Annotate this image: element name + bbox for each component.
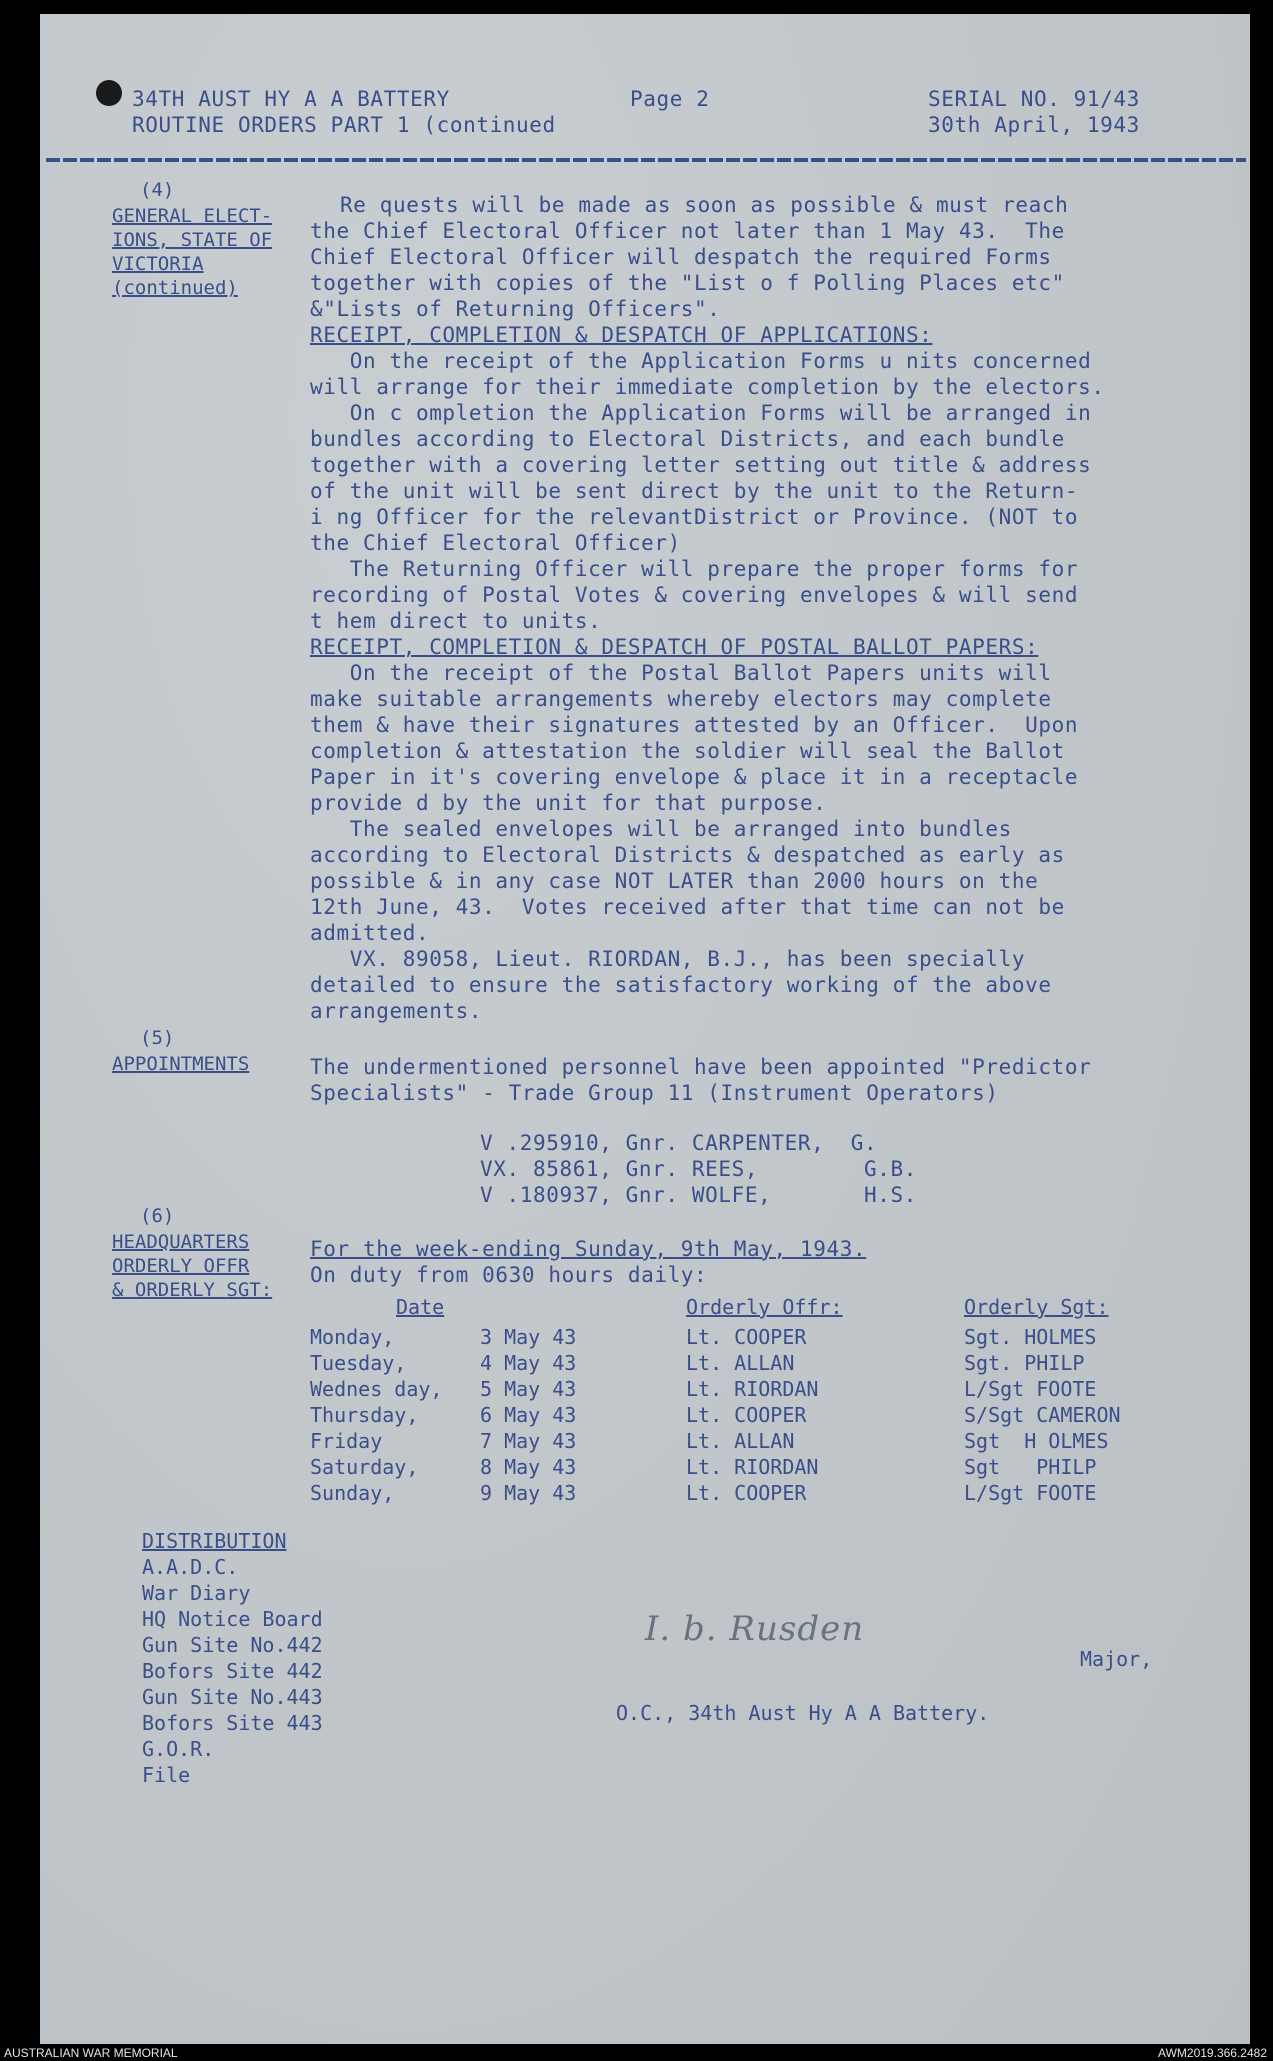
section6-heading-2: ORDERLY OFFR [112, 1255, 250, 1277]
roster-day: Monday, [310, 1325, 395, 1349]
distribution-item: G.O.R. [142, 1737, 215, 1761]
section5-line: Specialists" - Trade Group 11 (Instrument Operators) [310, 1081, 999, 1105]
section4-line: make suitable arrangements whereby electors may complete [310, 687, 1052, 711]
roster-date: 7 May 43 [480, 1429, 577, 1453]
section4-line: them & have their signatures attested by an Officer. Upon [310, 713, 1079, 737]
section4-line: Chief Electoral Officer will despatch the required Forms [310, 245, 1052, 269]
section5-number: (5) [140, 1027, 175, 1049]
distribution-heading: DISTRIBUTION [142, 1529, 287, 1553]
header-unit: 34TH AUST HY A A BATTERY [132, 87, 450, 111]
distribution-item: Bofors Site 442 [142, 1659, 323, 1683]
section4-line: VX. 89058, Lieut. RIORDAN, B.J., has been specially [310, 947, 1026, 971]
roster-orderly-sgt: Sgt PHILP [964, 1455, 1097, 1479]
roster-orderly-sgt: L/Sgt FOOTE [964, 1377, 1097, 1401]
col-header-orderly-sgt: Orderly Sgt: [964, 1295, 1109, 1319]
header-rule [46, 158, 1246, 162]
distribution-item: HQ Notice Board [142, 1607, 323, 1631]
header-date: 30th April, 1943 [928, 113, 1140, 137]
section6-intro-week: For the week-ending Sunday, 9th May, 1943. [310, 1237, 867, 1261]
roster-orderly-sgt: Sgt. PHILP [964, 1351, 1085, 1375]
punch-hole [96, 80, 122, 106]
footer-right: AWM2019.366.2482 [1158, 2046, 1267, 2060]
appointee: V .180937, Gnr. WOLFE, H.S. [480, 1183, 918, 1207]
col-header-orderly-offr: Orderly Offr: [686, 1295, 843, 1319]
section4-line: i ng Officer for the relevantDistrict or Province. (NOT to [310, 505, 1079, 529]
section4-line: 12th June, 43. Votes received after that time can not be [310, 895, 1065, 919]
roster-date: 9 May 43 [480, 1481, 577, 1505]
section4-line: provide d by the unit for that purpose. [310, 791, 827, 815]
roster-orderly-offr: Lt. COOPER [686, 1403, 807, 1427]
roster-orderly-offr: Lt. COOPER [686, 1481, 807, 1505]
roster-orderly-offr: Lt. ALLAN [686, 1351, 795, 1375]
section4-line: possible & in any case NOT LATER than 2000 hours on the [310, 869, 1039, 893]
section4-heading-2: IONS, STATE OF [112, 229, 273, 251]
roster-day: Tuesday, [310, 1351, 407, 1375]
section4-line: of the unit will be sent direct by the unit to the Return- [310, 479, 1079, 503]
section4-line: the Chief Electoral Officer) [310, 531, 681, 555]
roster-orderly-sgt: L/Sgt FOOTE [964, 1481, 1097, 1505]
roster-orderly-offr: Lt. RIORDAN [686, 1377, 819, 1401]
section5-heading: APPOINTMENTS [112, 1053, 250, 1075]
signature-title: O.C., 34th Aust Hy A A Battery. [616, 1701, 990, 1725]
signature-rank: Major, [1080, 1647, 1153, 1671]
section6-intro-duty: On duty from 0630 hours daily: [310, 1263, 708, 1287]
section4-line: recording of Postal Votes & covering envelopes & will send [310, 583, 1079, 607]
section4-line: bundles according to Electoral Districts, and each bundle [310, 427, 1065, 451]
section4-number: (4) [140, 179, 175, 201]
roster-orderly-sgt: Sgt. HOLMES [964, 1325, 1097, 1349]
section4-line: On c ompletion the Application Forms will be arranged in [310, 401, 1092, 425]
section4-heading-4: (continued) [112, 277, 238, 299]
roster-orderly-sgt: Sgt H OLMES [964, 1429, 1109, 1453]
roster-orderly-offr: Lt. ALLAN [686, 1429, 795, 1453]
header-page: Page 2 [630, 87, 710, 111]
section4-line: &"Lists of Returning Officers". [310, 297, 721, 321]
section4-line: completion & attestation the soldier will seal the Ballot [310, 739, 1065, 763]
section5-line: The undermentioned personnel have been appointed "Predictor [310, 1055, 1092, 1079]
distribution-item: A.A.D.C. [142, 1555, 239, 1579]
roster-orderly-offr: Lt. COOPER [686, 1325, 807, 1349]
distribution-item: Gun Site No.443 [142, 1685, 323, 1709]
section4-line: according to Electoral Districts & despatched as early as [310, 843, 1065, 867]
section4-line: the Chief Electoral Officer not later than 1 May 43. The [310, 219, 1065, 243]
roster-date: 4 May 43 [480, 1351, 577, 1375]
distribution-item: War Diary [142, 1581, 251, 1605]
roster-date: 8 May 43 [480, 1455, 577, 1479]
roster-date: 3 May 43 [480, 1325, 577, 1349]
section4-heading-1: GENERAL ELECT- [112, 205, 273, 227]
section4-line: arrangements. [310, 999, 483, 1023]
signature: I. b. Rusden [645, 1609, 865, 1649]
section6-number: (6) [140, 1205, 175, 1227]
distribution-item: Gun Site No.442 [142, 1633, 323, 1657]
roster-day: Sunday, [310, 1481, 395, 1505]
section4-line: detailed to ensure the satisfactory working of the above [310, 973, 1052, 997]
roster-day: Friday [310, 1429, 383, 1453]
section4-subheading-ballot: RECEIPT, COMPLETION & DESPATCH OF POSTAL BALLOT PAPERS: [310, 635, 1039, 659]
roster-orderly-offr: Lt. RIORDAN [686, 1455, 819, 1479]
section4-line: On the receipt of the Application Forms u nits concerned [310, 349, 1092, 373]
footer-left: AUSTRALIAN WAR MEMORIAL [4, 2046, 178, 2060]
section6-heading-1: HEADQUARTERS [112, 1231, 250, 1253]
roster-day: Thursday, [310, 1403, 419, 1427]
section4-line: Re quests will be made as soon as possible & must reach [340, 193, 1069, 217]
section4-line: The Returning Officer will prepare the proper forms for [310, 557, 1079, 581]
section4-line: together with a covering letter setting out title & address [310, 453, 1092, 477]
section4-line: t hem direct to units. [310, 609, 602, 633]
col-header-date: Date [396, 1295, 445, 1319]
section6-heading-3: & ORDERLY SGT: [112, 1279, 273, 1301]
roster-orderly-sgt: S/Sgt CAMERON [964, 1403, 1121, 1427]
header-serial: SERIAL NO. 91/43 [928, 87, 1140, 111]
roster-date: 5 May 43 [480, 1377, 577, 1401]
roster-day: Saturday, [310, 1455, 419, 1479]
appointee: V .295910, Gnr. CARPENTER, G. [480, 1131, 878, 1155]
section4-line: On the receipt of the Postal Ballot Papers units will [310, 661, 1052, 685]
roster-day: Wednes day, [310, 1377, 443, 1401]
section4-line: admitted. [310, 921, 430, 945]
appointee: VX. 85861, Gnr. REES, G.B. [480, 1157, 918, 1181]
section4-line: together with copies of the "List o f Polling Places etc" [310, 271, 1065, 295]
section4-line: Paper in it's covering envelope & place it in a receptacle [310, 765, 1079, 789]
header-subtitle: ROUTINE ORDERS PART 1 (continued [132, 113, 556, 137]
roster-date: 6 May 43 [480, 1403, 577, 1427]
distribution-item: Bofors Site 443 [142, 1711, 323, 1735]
section4-subheading-applications: RECEIPT, COMPLETION & DESPATCH OF APPLICATIONS: [310, 323, 933, 347]
section4-heading-3: VICTORIA [112, 253, 204, 275]
section4-line: The sealed envelopes will be arranged into bundles [310, 817, 1012, 841]
document-page [40, 14, 1250, 2044]
section4-line: will arrange for their immediate completion by the electors. [310, 375, 1105, 399]
distribution-item: File [142, 1763, 191, 1787]
